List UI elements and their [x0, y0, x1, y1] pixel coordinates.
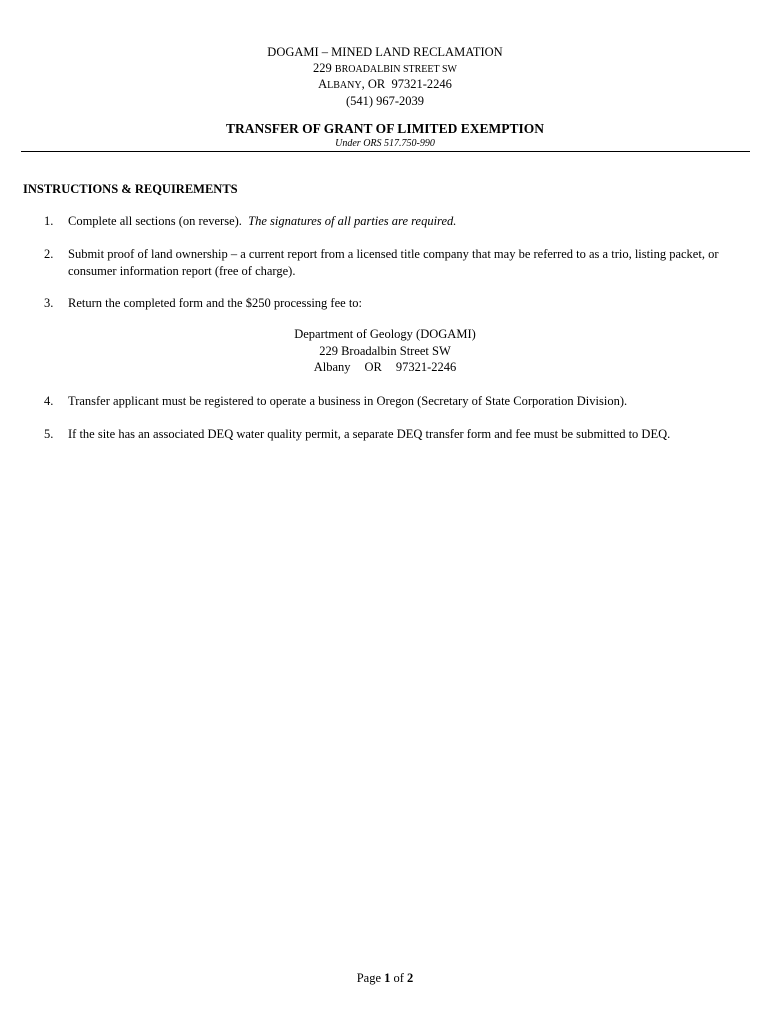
page-of: of [393, 971, 404, 985]
page-title: TRANSFER OF GRANT OF LIMITED EXEMPTION [226, 121, 544, 136]
page-current: 1 [384, 971, 391, 985]
title-block [0, 121, 770, 150]
city-rest: LBANY [327, 80, 362, 91]
item-text: Complete all sections (on reverse). The signatures of all parties are required. [68, 214, 457, 228]
item-text: Transfer applicant must be registered to operate a business in Oregon (Secretary of State Corporation Division). [68, 394, 628, 408]
item-number: 3. [44, 296, 54, 310]
street-number: 229 [313, 60, 332, 75]
agency-phone: (541) 967-2039 [345, 93, 425, 108]
address-state: OR [364, 360, 382, 374]
item-number: 4. [44, 394, 54, 408]
address-line-1: Department of Geology (DOGAMI) [294, 327, 476, 341]
item-number: 5. [44, 427, 54, 441]
address-line-2: 229 Broadalbin Street SW [319, 343, 451, 358]
street-name: BROADALBIN STREET SW [334, 63, 457, 75]
mailing-address [0, 326, 770, 376]
item-emphasis: The signatures of all parties are required. [248, 214, 457, 228]
address-zip: 97321-2246 [395, 360, 457, 374]
page-footer [0, 971, 770, 986]
address-city: Albany [313, 360, 351, 374]
section-heading: INSTRUCTIONS & REQUIREMENTS [23, 182, 238, 196]
page-total: 2 [407, 971, 414, 985]
item-text: If the site has an associated DEQ water quality permit, a separate DEQ transfer form and fee must be submitted to DEQ. [68, 427, 671, 441]
item-number: 1. [44, 214, 54, 228]
agency-street [0, 61, 770, 78]
header-divider [21, 151, 750, 152]
item-text: Return the completed form and the $250 processing fee to: [68, 296, 363, 310]
state-zip: , OR 97321-2246 [361, 77, 452, 91]
letterhead [0, 45, 770, 109]
city-initial: A [318, 77, 328, 91]
item-number: 2. [44, 247, 54, 261]
agency-city [0, 77, 770, 94]
item-text: Submit proof of land ownership – a current report from a licensed title company that may be referred to as a trio, listing packet, or consumer information report (free of charge). [68, 247, 719, 278]
address-line-3 [0, 359, 770, 376]
page-label: Page [356, 971, 381, 985]
agency-name: DOGAMI – MINED LAND RECLAMATION [267, 45, 503, 59]
page-subtitle: Under ORS 517.750-990 [335, 138, 435, 149]
